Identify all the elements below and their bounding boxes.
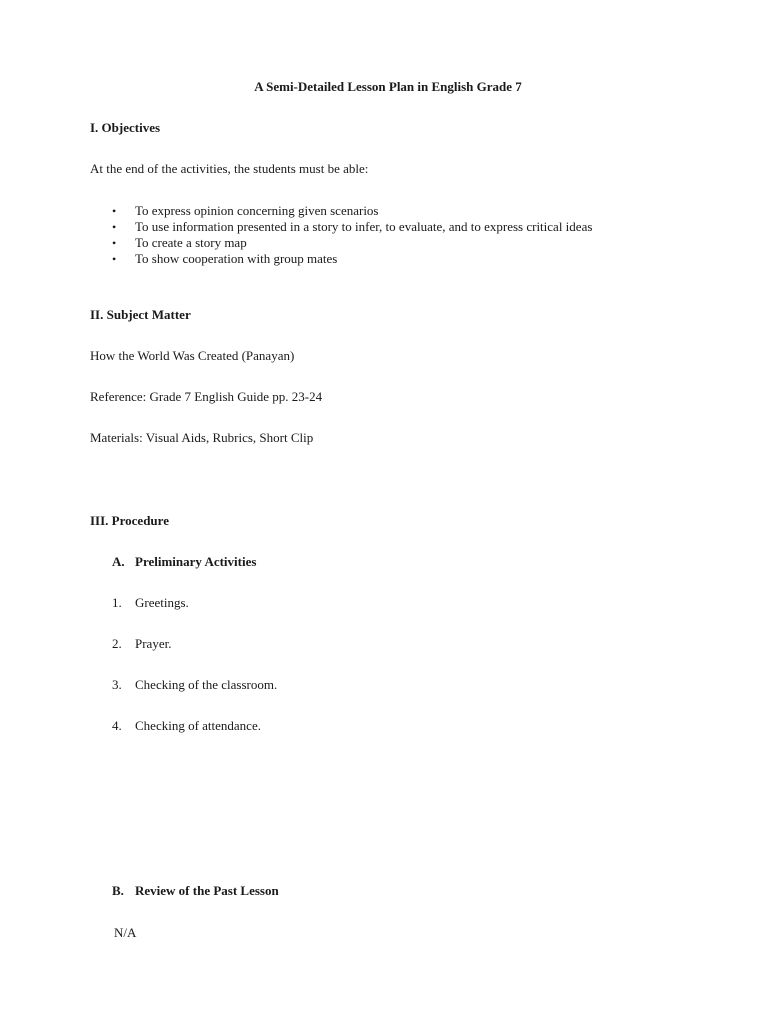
list-item — [112, 251, 337, 267]
objectives-heading: I. Objectives — [90, 120, 161, 135]
subject-materials: Materials: Visual Aids, Rubrics, Short Clip — [90, 430, 314, 445]
bullet-icon: • — [112, 220, 117, 234]
objective-text: To show cooperation with group mates — [135, 251, 338, 266]
list-item — [112, 677, 277, 693]
procedure-heading: III. Procedure — [90, 513, 169, 528]
objective-text: To express opinion concerning given scenarios — [135, 203, 379, 218]
subject-matter-heading: II. Subject Matter — [90, 307, 191, 322]
item-text: Greetings. — [135, 595, 189, 610]
item-text: Checking of attendance. — [135, 718, 261, 733]
item-text: Prayer. — [135, 636, 172, 651]
bullet-icon: • — [112, 204, 117, 218]
item-number: 1. — [112, 595, 122, 610]
bullet-icon: • — [112, 236, 117, 250]
item-number: 4. — [112, 718, 122, 733]
list-item — [112, 718, 261, 734]
subject-topic: How the World Was Created (Panayan) — [90, 348, 295, 363]
item-text: Checking of the classroom. — [135, 677, 278, 692]
item-number: 3. — [112, 677, 122, 692]
section-b-heading — [112, 883, 279, 899]
objective-text: To use information presented in a story to infer, to evaluate, and to express critical ideas — [135, 219, 593, 234]
objective-text: To create a story map — [135, 235, 247, 250]
bullet-icon: • — [112, 252, 117, 266]
list-item — [112, 636, 171, 652]
section-a-label: A. — [112, 554, 125, 569]
section-b-title: Review of the Past Lesson — [135, 883, 279, 898]
list-item — [112, 235, 247, 251]
section-a-title: Preliminary Activities — [135, 554, 257, 569]
section-b-content: N/A — [114, 925, 137, 940]
list-item — [112, 595, 189, 611]
list-item — [112, 219, 592, 235]
objectives-intro: At the end of the activities, the students must be able: — [90, 161, 369, 176]
section-a-heading — [112, 554, 256, 570]
section-b-label: B. — [112, 883, 124, 898]
list-item — [112, 203, 379, 219]
subject-reference: Reference: Grade 7 English Guide pp. 23-24 — [90, 389, 323, 404]
item-number: 2. — [112, 636, 122, 651]
document-title: A Semi-Detailed Lesson Plan in English Grade 7 — [254, 79, 522, 94]
